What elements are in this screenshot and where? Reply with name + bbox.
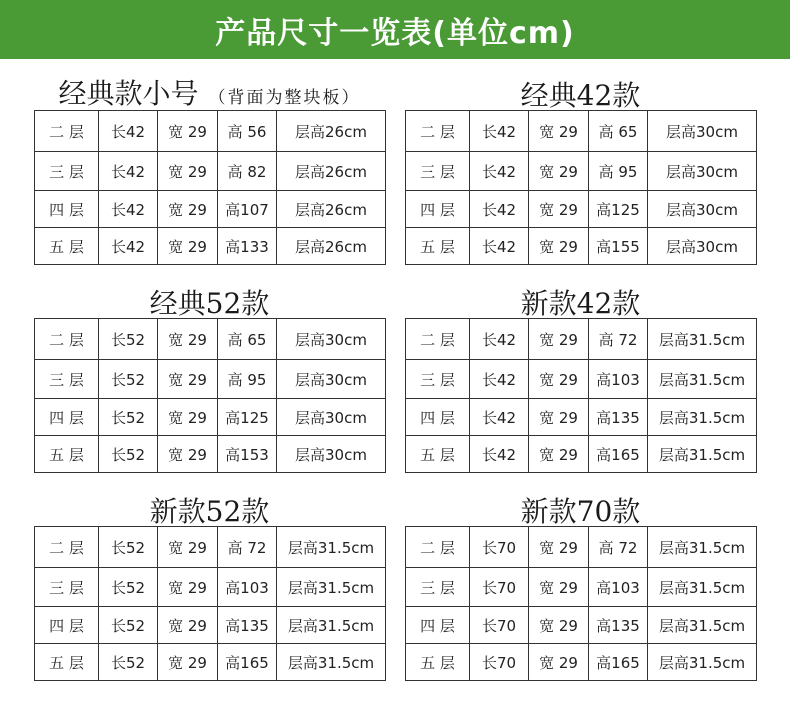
width-cell: 宽 29	[529, 191, 589, 228]
height-cell: 高135	[589, 607, 648, 644]
tier-cell: 四 层	[35, 399, 99, 436]
length-cell: 长42	[470, 152, 529, 191]
length-cell: 长70	[470, 568, 529, 607]
layer-height-cell: 层高30cm	[277, 360, 386, 399]
layer-height-cell: 层高31.5cm	[648, 607, 757, 644]
width-cell: 宽 29	[529, 644, 589, 681]
length-cell: 长52	[99, 607, 158, 644]
table-row	[406, 319, 757, 360]
length-cell: 长42	[470, 111, 529, 152]
tier-cell: 四 层	[35, 191, 99, 228]
table-row	[35, 436, 386, 473]
header-banner	[0, 0, 790, 59]
section-title	[405, 282, 756, 322]
height-cell: 高103	[218, 568, 277, 607]
layer-height-cell: 层高31.5cm	[277, 644, 386, 681]
section-title	[405, 74, 756, 114]
height-cell: 高 56	[218, 111, 277, 152]
height-cell: 高153	[218, 436, 277, 473]
height-cell: 高103	[589, 568, 648, 607]
height-cell: 高125	[218, 399, 277, 436]
size-section	[34, 72, 385, 262]
width-cell: 宽 29	[529, 111, 589, 152]
width-cell: 宽 29	[158, 607, 218, 644]
size-table	[405, 318, 757, 473]
section-title-text: 经典52款	[149, 287, 270, 320]
table-row	[406, 399, 757, 436]
section-title	[34, 490, 385, 530]
width-cell: 宽 29	[529, 568, 589, 607]
table-row	[406, 111, 757, 152]
layer-height-cell: 层高30cm	[648, 152, 757, 191]
section-title	[34, 282, 385, 322]
width-cell: 宽 29	[529, 319, 589, 360]
page-title: 产品尺寸一览表(单位cm)	[215, 15, 575, 51]
height-cell: 高103	[589, 360, 648, 399]
length-cell: 长42	[470, 228, 529, 265]
section-title-text: 新款42款	[520, 287, 641, 320]
height-cell: 高 72	[218, 527, 277, 568]
height-cell: 高 82	[218, 152, 277, 191]
layer-height-cell: 层高30cm	[648, 191, 757, 228]
tier-cell: 二 层	[406, 111, 470, 152]
layer-height-cell: 层高26cm	[277, 191, 386, 228]
length-cell: 长42	[99, 152, 158, 191]
tier-cell: 二 层	[406, 527, 470, 568]
length-cell: 长42	[470, 319, 529, 360]
layer-height-cell: 层高31.5cm	[648, 644, 757, 681]
length-cell: 长52	[99, 319, 158, 360]
length-cell: 长70	[470, 607, 529, 644]
table-row	[406, 191, 757, 228]
table-row	[406, 527, 757, 568]
width-cell: 宽 29	[158, 319, 218, 360]
table-row	[35, 228, 386, 265]
width-cell: 宽 29	[158, 527, 218, 568]
layer-height-cell: 层高31.5cm	[648, 319, 757, 360]
table-row	[406, 568, 757, 607]
width-cell: 宽 29	[158, 191, 218, 228]
height-cell: 高 65	[589, 111, 648, 152]
height-cell: 高165	[589, 644, 648, 681]
width-cell: 宽 29	[158, 152, 218, 191]
tier-cell: 五 层	[406, 436, 470, 473]
height-cell: 高135	[218, 607, 277, 644]
width-cell: 宽 29	[158, 568, 218, 607]
height-cell: 高135	[589, 399, 648, 436]
tier-cell: 五 层	[406, 228, 470, 265]
tier-cell: 四 层	[406, 607, 470, 644]
layer-height-cell: 层高31.5cm	[648, 360, 757, 399]
size-table	[34, 110, 386, 265]
layer-height-cell: 层高30cm	[277, 319, 386, 360]
table-row	[406, 152, 757, 191]
height-cell: 高125	[589, 191, 648, 228]
length-cell: 长52	[99, 644, 158, 681]
size-table	[34, 318, 386, 473]
length-cell: 长52	[99, 360, 158, 399]
height-cell: 高 95	[218, 360, 277, 399]
length-cell: 长42	[470, 436, 529, 473]
section-title	[34, 72, 385, 112]
height-cell: 高155	[589, 228, 648, 265]
layer-height-cell: 层高26cm	[277, 152, 386, 191]
length-cell: 长42	[99, 191, 158, 228]
tier-cell: 五 层	[35, 644, 99, 681]
section-title-text: 新款70款	[520, 495, 641, 528]
height-cell: 高133	[218, 228, 277, 265]
tier-cell: 五 层	[35, 228, 99, 265]
table-row	[406, 644, 757, 681]
length-cell: 长42	[470, 191, 529, 228]
layer-height-cell: 层高31.5cm	[648, 527, 757, 568]
length-cell: 长52	[99, 568, 158, 607]
table-row	[406, 607, 757, 644]
table-row	[35, 152, 386, 191]
layer-height-cell: 层高31.5cm	[648, 568, 757, 607]
size-table	[34, 526, 386, 681]
tier-cell: 二 层	[35, 111, 99, 152]
layer-height-cell: 层高26cm	[277, 111, 386, 152]
width-cell: 宽 29	[529, 527, 589, 568]
layer-height-cell: 层高30cm	[648, 111, 757, 152]
tier-cell: 三 层	[406, 152, 470, 191]
size-table	[405, 110, 757, 265]
layer-height-cell: 层高31.5cm	[648, 436, 757, 473]
length-cell: 长52	[99, 436, 158, 473]
layer-height-cell: 层高31.5cm	[277, 568, 386, 607]
table-row	[35, 607, 386, 644]
section-title	[405, 490, 756, 530]
layer-height-cell: 层高31.5cm	[648, 399, 757, 436]
tier-cell: 二 层	[406, 319, 470, 360]
tier-cell: 二 层	[35, 319, 99, 360]
size-section	[34, 280, 385, 470]
layer-height-cell: 层高31.5cm	[277, 607, 386, 644]
length-cell: 长52	[99, 527, 158, 568]
width-cell: 宽 29	[158, 360, 218, 399]
width-cell: 宽 29	[529, 152, 589, 191]
height-cell: 高 95	[589, 152, 648, 191]
height-cell: 高165	[218, 644, 277, 681]
length-cell: 长42	[99, 228, 158, 265]
layer-height-cell: 层高26cm	[277, 228, 386, 265]
tier-cell: 三 层	[406, 568, 470, 607]
table-row	[35, 111, 386, 152]
table-row	[35, 191, 386, 228]
width-cell: 宽 29	[529, 228, 589, 265]
length-cell: 长42	[99, 111, 158, 152]
table-row	[406, 436, 757, 473]
width-cell: 宽 29	[529, 399, 589, 436]
layer-height-cell: 层高30cm	[648, 228, 757, 265]
width-cell: 宽 29	[158, 644, 218, 681]
width-cell: 宽 29	[158, 436, 218, 473]
layer-height-cell: 层高31.5cm	[277, 527, 386, 568]
length-cell: 长42	[470, 399, 529, 436]
height-cell: 高107	[218, 191, 277, 228]
tier-cell: 四 层	[406, 191, 470, 228]
layer-height-cell: 层高30cm	[277, 436, 386, 473]
tier-cell: 四 层	[35, 607, 99, 644]
length-cell: 长52	[99, 399, 158, 436]
layer-height-cell: 层高30cm	[277, 399, 386, 436]
size-section	[405, 280, 756, 470]
height-cell: 高 72	[589, 319, 648, 360]
size-section	[405, 72, 756, 262]
tier-cell: 四 层	[406, 399, 470, 436]
table-row	[35, 399, 386, 436]
tier-cell: 三 层	[35, 152, 99, 191]
width-cell: 宽 29	[529, 607, 589, 644]
section-title-text: 经典42款	[520, 79, 641, 112]
size-section	[405, 488, 756, 678]
width-cell: 宽 29	[158, 399, 218, 436]
table-row	[406, 360, 757, 399]
width-cell: 宽 29	[529, 360, 589, 399]
height-cell: 高 72	[589, 527, 648, 568]
size-table	[405, 526, 757, 681]
width-cell: 宽 29	[158, 111, 218, 152]
width-cell: 宽 29	[158, 228, 218, 265]
table-row	[406, 228, 757, 265]
length-cell: 长70	[470, 527, 529, 568]
length-cell: 长42	[470, 360, 529, 399]
tier-cell: 五 层	[406, 644, 470, 681]
length-cell: 长70	[470, 644, 529, 681]
table-row	[35, 319, 386, 360]
section-title-text: 新款52款	[149, 495, 270, 528]
height-cell: 高 65	[218, 319, 277, 360]
size-section	[34, 488, 385, 678]
tier-cell: 三 层	[406, 360, 470, 399]
width-cell: 宽 29	[529, 436, 589, 473]
tier-cell: 三 层	[35, 360, 99, 399]
table-row	[35, 360, 386, 399]
table-row	[35, 568, 386, 607]
table-row	[35, 644, 386, 681]
table-row	[35, 527, 386, 568]
tier-cell: 五 层	[35, 436, 99, 473]
tier-cell: 二 层	[35, 527, 99, 568]
section-subtitle: （背面为整块板）	[208, 88, 361, 108]
height-cell: 高165	[589, 436, 648, 473]
section-title-text: 经典款小号	[58, 77, 199, 110]
tier-cell: 三 层	[35, 568, 99, 607]
